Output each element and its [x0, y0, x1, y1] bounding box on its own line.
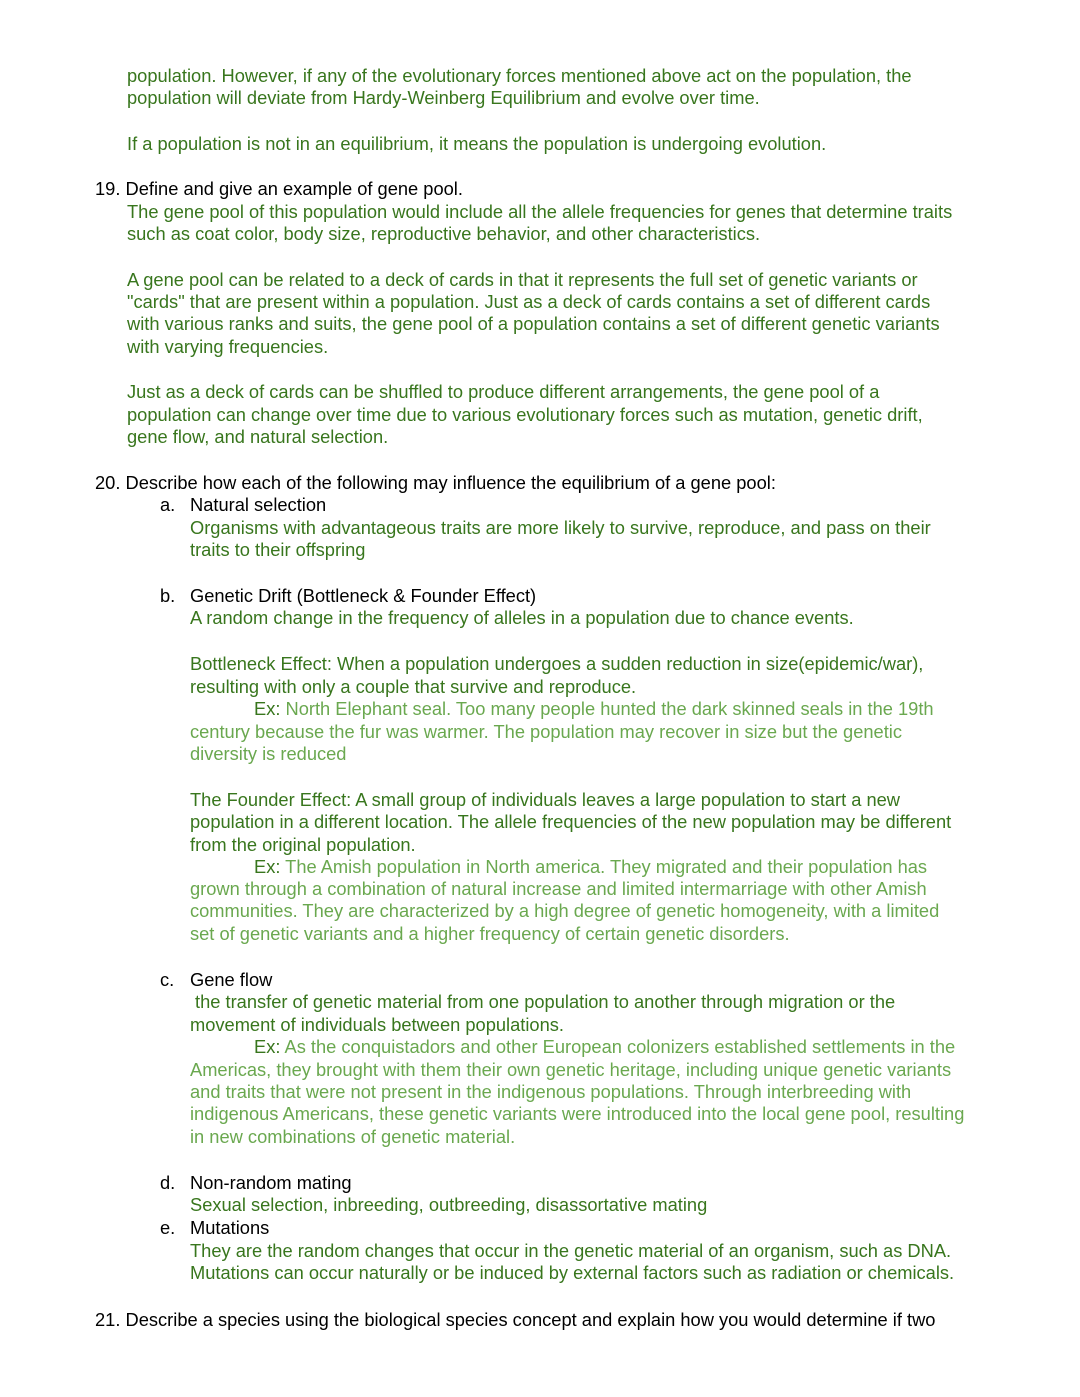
example-text: North Elephant seal. Too many people hunted the dark skinned seals in the 19th [285, 698, 934, 719]
answer-line: traits to their offspring [190, 539, 366, 560]
subitem-letter: b. [160, 585, 176, 606]
answer-line: resulting with only a couple that survive and reproduce. [190, 676, 637, 697]
intro-line: population will deviate from Hardy-Weinberg Equilibrium and evolve over time. [127, 87, 760, 108]
answer-line: The Founder Effect: A small group of individuals leaves a large population to start a new [190, 789, 901, 810]
question-number: 19. [95, 178, 121, 199]
example-line: and traits that were not present in the indigenous populations. Through interbreeding with [190, 1081, 912, 1102]
intro-line: If a population is not in an equilibrium, it means the population is undergoing evolution. [127, 133, 827, 154]
answer-line: A gene pool can be related to a deck of cards in that it represents the full set of genetic variants or [127, 269, 918, 290]
answer-line: Mutations can occur naturally or be induced by external factors such as radiation or chemicals. [190, 1262, 955, 1283]
intro-line: population. However, if any of the evolutionary forces mentioned above act on the population, the [127, 65, 912, 86]
subitem-letter: c. [160, 969, 175, 990]
example-line: diversity is reduced [190, 743, 347, 764]
subitem-letter: e. [160, 1217, 176, 1238]
answer-line: Organisms with advantageous traits are more likely to survive, reproduce, and pass on their [190, 517, 931, 538]
answer-line: The gene pool of this population would include all the allele frequencies for genes that determine traits [127, 201, 953, 222]
example-line: in new combinations of genetic material. [190, 1126, 516, 1147]
answer-line: "cards" that are present within a population. Just as a deck of cards contains a set of different cards [127, 291, 931, 312]
example-text: As the conquistadors and other European colonizers established settlements in the [284, 1036, 956, 1057]
answer-line: A random change in the frequency of alleles in a population due to chance events. [190, 607, 854, 628]
example-line [254, 698, 934, 721]
answer-line: the transfer of genetic material from one population to another through migration or the [195, 991, 896, 1012]
question-21 [95, 1309, 935, 1332]
question-20 [95, 472, 776, 495]
subitem-title: Natural selection [190, 494, 327, 515]
example-line [254, 1036, 955, 1059]
example-line: grown through a combination of natural increase and limited intermarriage with other Amish [190, 878, 927, 899]
question-text: Define and give an example of gene pool. [125, 178, 463, 199]
answer-line: Bottleneck Effect: When a population undergoes a sudden reduction in size(epidemic/war), [190, 653, 924, 674]
subitem-letter: d. [160, 1172, 176, 1193]
answer-line: with varying frequencies. [127, 336, 329, 357]
question-number: 21. [95, 1309, 121, 1330]
answer-line: Just as a deck of cards can be shuffled to produce different arrangements, the gene pool of a [127, 381, 880, 402]
answer-line: with various ranks and suits, the gene pool of a population contains a set of different genetic variants [127, 313, 940, 334]
example-line: century because the fur was warmer. The population may recover in size but the genetic [190, 721, 902, 742]
subitem-title: Non-random mating [190, 1172, 352, 1193]
example-line: indigenous Americans, these genetic variants were introduced into the local gene pool, resulting [190, 1103, 965, 1124]
answer-line: movement of individuals between populations. [190, 1014, 564, 1035]
answer-line: from the original population. [190, 834, 416, 855]
answer-line: gene flow, and natural selection. [127, 426, 389, 447]
subitem-title: Mutations [190, 1217, 270, 1238]
answer-line: such as coat color, body size, reproductive behavior, and other characteristics. [127, 223, 761, 244]
question-text: Describe a species using the biological species concept and explain how you would determine if two [125, 1309, 936, 1330]
subitem-letter: a. [160, 494, 176, 515]
example-label: Ex: [254, 856, 281, 877]
example-line: set of genetic variants and a higher frequency of certain genetic disorders. [190, 923, 790, 944]
example-label: Ex: [254, 698, 281, 719]
example-line: communities. They are characterized by a high degree of genetic homogeneity, with a limited [190, 900, 940, 921]
question-19 [95, 178, 463, 201]
question-text: Describe how each of the following may influence the equilibrium of a gene pool: [125, 472, 776, 493]
example-label: Ex: [254, 1036, 281, 1057]
subitem-title: Gene flow [190, 969, 273, 990]
answer-line: population in a different location. The allele frequencies of the new population may be different [190, 811, 952, 832]
answer-line: population can change over time due to various evolutionary forces such as mutation, genetic drift, [127, 404, 923, 425]
example-line: Americas, they brought with them their own genetic heritage, including unique genetic variants [190, 1059, 952, 1080]
answer-line: They are the random changes that occur in the genetic material of an organism, such as DNA. [190, 1240, 952, 1261]
question-number: 20. [95, 472, 121, 493]
example-line [254, 856, 927, 879]
example-text: The Amish population in North america. They migrated and their population has [285, 856, 928, 877]
subitem-title: Genetic Drift (Bottleneck & Founder Effect) [190, 585, 537, 606]
answer-line: Sexual selection, inbreeding, outbreeding, disassortative mating [190, 1194, 708, 1215]
